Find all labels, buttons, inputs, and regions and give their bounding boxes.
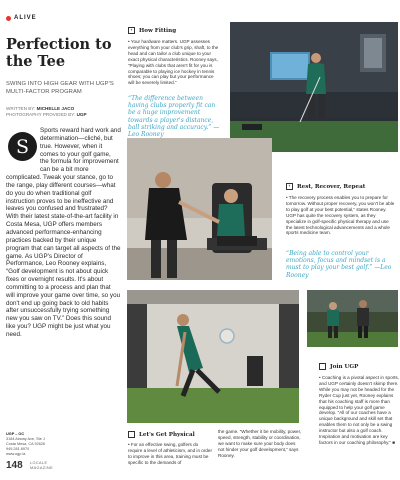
contact-web[interactable]: www.ugp.la xyxy=(6,452,26,456)
chevron-left-icon: ‹ xyxy=(286,183,293,190)
physical-training-photo xyxy=(127,290,299,423)
rest-quote: “Being able to control your emotions, focus and mindset is a must to play your best golf.” —Leo Rooney xyxy=(286,250,392,279)
contact-name: UGP – OC xyxy=(6,432,25,436)
contact-phone: 949.281.8970 xyxy=(6,447,30,451)
join-body: • Coaching is a pivotal aspect in sports, and UGP certainly doesn't skimp there. While you may not be headed for the Ryder Cup just yet, Rooney explains that his coaching staff is more than equipped to help your golf game develop. “All of our coaches have a unique background and skill set that enables them to not only be a swing instructor but also a golf coach. Inspiration and motivation are key factors in our coaching philosophy.” ■ xyxy=(319,375,399,445)
page-number: 148 xyxy=(6,460,23,471)
author-name: MICHELLE JACO xyxy=(36,106,75,111)
section-label-text: ALIVE xyxy=(14,15,37,21)
contact-block xyxy=(6,432,66,457)
physical-body-2: the game. “Whether it be mobility, power, speed, strength, stability or coordination, we want to make sure your body does not hinder your golf development,” says Rooney. xyxy=(218,429,302,458)
section-label xyxy=(6,15,37,21)
intro-body xyxy=(6,127,121,339)
how-fitting-heading: ‹ How Fitting xyxy=(128,27,176,34)
physical-body-1: • For an effective swing, golfers do require a level of athleticism, and in order to improve in this area, training must be specific to the demands of xyxy=(128,442,213,465)
recovery-session-photo xyxy=(127,138,272,280)
join-heading: ˆ Join UGP xyxy=(319,363,358,370)
rest-body: • The recovery process enables you to prepare for tomorrow. Without proper recovery, you won't be able to play golf at your best potential,” states Rooney. UGP has quite the recovery system, as they specialize in golf-specific physical therapy and use the latest technological advancements and a whole sports medicine team. xyxy=(286,195,395,236)
chevron-up-icon: ˆ xyxy=(128,431,135,438)
photographer-name: UGP xyxy=(76,112,87,118)
article-credits: WRITTEN BY: MICHELLE JACO PHOTOGRAPHY PROVIDED BY: UGP xyxy=(6,106,87,118)
photography-label: PHOTOGRAPHY PROVIDED BY xyxy=(6,112,74,118)
contact-address1: 3184 Airway Ave, Ste J xyxy=(6,437,45,441)
written-by-label: WRITTEN BY xyxy=(6,106,35,111)
article-subtitle: SWING INTO HIGH GEAR WITH UGP'S MULTI-FACTOR PROGRAM xyxy=(6,81,114,95)
article-title: Perfection to the Tee xyxy=(6,36,112,70)
magazine-name: LOCALE MAGAZINE xyxy=(30,461,54,470)
how-fitting-body: • Your hardware matters. UGP assesses everything from your club's grip, shaft, to the head and can tailor a club unique to your exact physical characteristics. Rooney says, “Playing with clubs that aren't fit for you is comparable to playing ice hockey in tennis shoes; you can play but your performance will be severely limited.” xyxy=(128,39,219,86)
physical-heading: ˆ Let's Get Physical xyxy=(128,431,195,438)
coaching-session-photo xyxy=(307,290,398,347)
chevron-up-icon: ˆ xyxy=(319,363,326,370)
red-dot-icon xyxy=(6,16,11,21)
golfer-simulator-photo xyxy=(230,22,398,152)
contact-address2: Costa Mesa, CA 92626 xyxy=(6,442,46,446)
how-fitting-quote: “The difference between having clubs properly fit can be a huge improvement towards a player's distance, ball striking and accuracy.” —Leo Rooney xyxy=(128,95,220,139)
chevron-left-icon: ‹ xyxy=(128,27,135,34)
intro-text: Sports reward hard work and determination—cliché, but true. However, when it comes to your golf game, the formula for improvement can be a bit more complicated. Tweak your stance, go to the range, play different courses—what do you do when traditional golf instruction proves to be ineffective and leaves you confused and frustrated? With their latest state-of-the-art facility in Costa Mesa, UGP offers members advanced performance-enhancing practices backed by their unique program that can target all aspects of the game. As UGP's Director of Performance, Leo Rooney explains, “Golf development is not about quick fixes or overnight results. It's about committing to a process and plan that will improve your game over time, so you don't end up going back to old habits after unsuccessfully trying something new you saw on TV.” Does this sound like you? UGP might be just what you need. xyxy=(6,127,121,338)
rest-heading: ‹ Rest, Recover, Repeat xyxy=(286,183,365,190)
dropcap: S xyxy=(8,132,37,161)
